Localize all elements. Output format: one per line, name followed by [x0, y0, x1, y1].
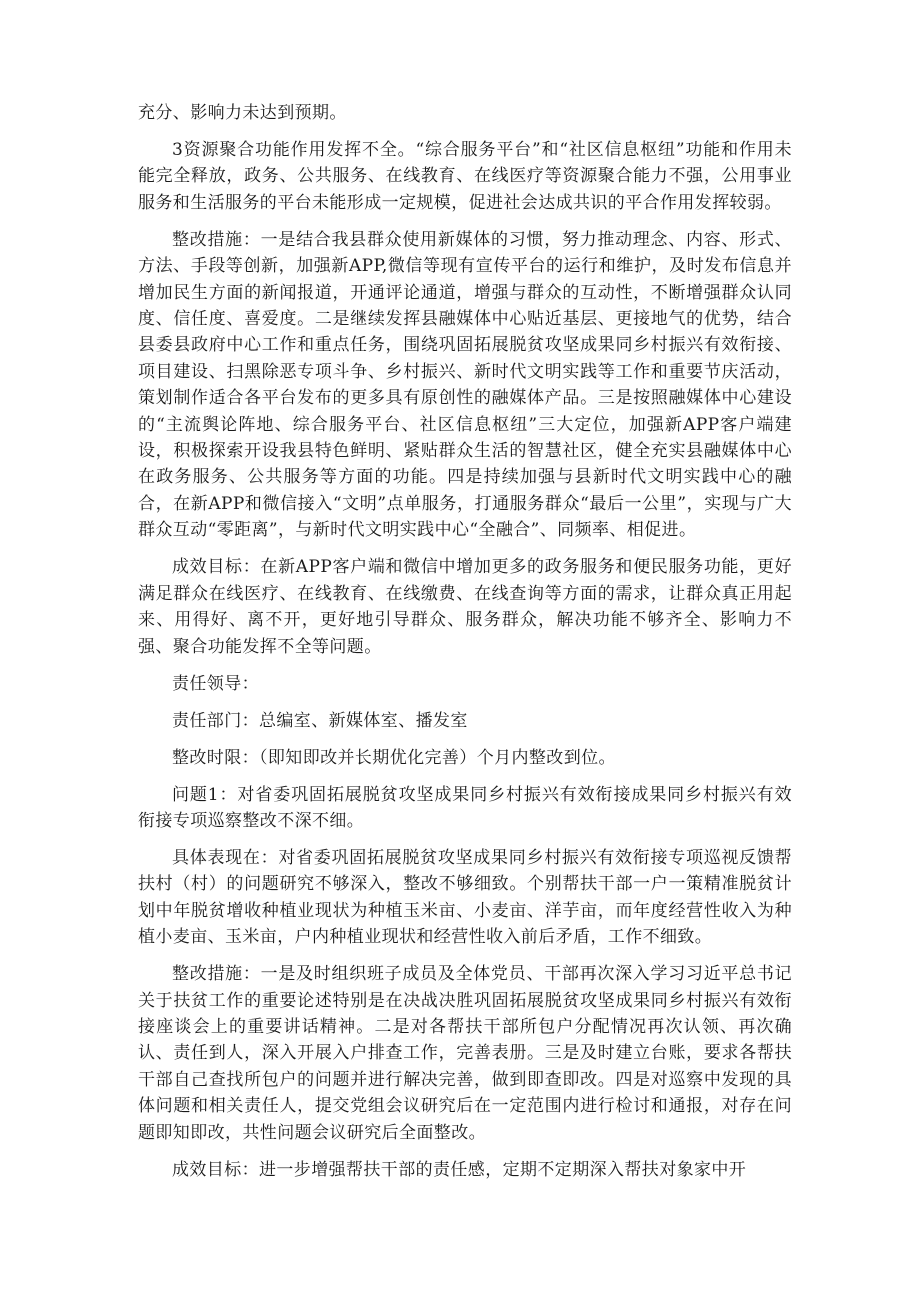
paragraph-effect-goal-2: 成效目标：进一步增强帮扶干部的责任感，定期不定期深入帮扶对象家中开	[172, 1159, 747, 1180]
paragraph-responsible-department: 责任部门：总编室、新媒体室、播发室	[172, 710, 468, 731]
paragraph-rectification-measures: 整改措施：一是结合我县群众使用新媒体的习惯，努力推动理念、内容、形式、方法、手段等创新，加强新APP,微信等现有宣传平台的运行和维护，及时发布信息并增加民生方面的新闻报道，开通评论通道，增强与群众的互动性，不断增强群众认同度、信任度、喜爱度。二是继续发挥县融媒体中心贴近基层、更接地气的优势，结合县委县政府中心工作和重点任务，围绕巩固拓展脱贫攻坚成果同乡村振兴有效衔接、项目建设、扫黑除恶专项斗争、乡村振兴、新时代文明实践等工作和重要节庆活动，策划制作适合各平台发布的更多具有原创性的融媒体产品。三是按照融媒体中心建设的“主流舆论阵地、综合服务平台、社区信息枢纽”三大定位，加强新APP客户端建设，积极探索开设我县特色鲜明、紧贴群众生活的智慧社区，健全充实县融媒体中心在政务服务、公共服务等方面的功能。四是持续加强与县新时代文明实践中心的融合，在新APP和微信接入“文明”点单服务，打通服务群众“最后一公里”，实现与广大群众互动“零距离”，与新时代文明实践中心“全融合”、同频率、相促进。	[138, 229, 792, 541]
paragraph-effect-goal: 成效目标：在新APP客户端和微信中增加更多的政务服务和便民服务功能，更好满足群众在线医疗、在线教育、在线缴费、在线查询等方面的需求，让群众真正用起来、用得好、离不开，更好地引导群众、服务群众，解决功能不够齐全、影响力不强、聚合功能发挥不全等问题。	[138, 557, 792, 657]
paragraph-rectification-measures-2: 整改措施：一是及时组织班子成员及全体党员、干部再次深入学习习近平总书记关于扶贫工作的重要论述特别是在决战决胜巩固拓展脱贫攻坚成果同乡村振兴有效衔接座谈会上的重要讲话精神。二是对各帮扶干部所包户分配情况再次认领、再次确认、责任到人，深入开展入户排查工作，完善表册。三是及时建立台账，要求各帮扶干部自己查找所包户的问题并进行解决完善，做到即查即改。四是对巡察中发现的具体问题和相关责任人，提交党组会议研究后在一定范围内进行检讨和通报，对存在问题即知即改，共性问题会议研究后全面整改。	[138, 964, 792, 1143]
paragraph-specific-performance: 具体表现在：对省委巩固拓展脱贫攻坚成果同乡村振兴有效衔接专项巡视反馈帮扶村（村）的问题研究不够深入，整改不够细致。个别帮扶干部一户一策精准脱贫计划中年脱贫增收种植业现状为种植玉米亩、小麦亩、洋芋亩，而年度经营性收入为种植小麦亩、玉米亩，户内种植业现状和经营性收入前后矛盾，工作不细致。	[138, 847, 792, 948]
paragraph-problem-1: 问题1：对省委巩固拓展脱贫攻坚成果同乡村振兴有效衔接成果同乡村振兴有效衔接专项巡察整改不深不细。	[138, 784, 792, 831]
paragraph-responsible-leader: 责任领导：	[172, 673, 259, 694]
paragraph-resource-aggregation: 3资源聚合功能作用发挥不全。“综合服务平台”和“社区信息枢纽”功能和作用未能完全释放，政务、公共服务、在线教育、在线医疗等资源聚合能力不强，公用事业服务和生活服务的平台未能形成一定规模，促进社会达成共识的平合作用发挥较弱。	[138, 140, 792, 213]
document-page	[138, 100, 792, 1194]
paragraph-continuation: 充分、影响力未达到预期。	[138, 103, 347, 123]
paragraph-deadline: 整改时限：（即知即改并长期优化完善）个月内整改到位。	[172, 747, 616, 768]
